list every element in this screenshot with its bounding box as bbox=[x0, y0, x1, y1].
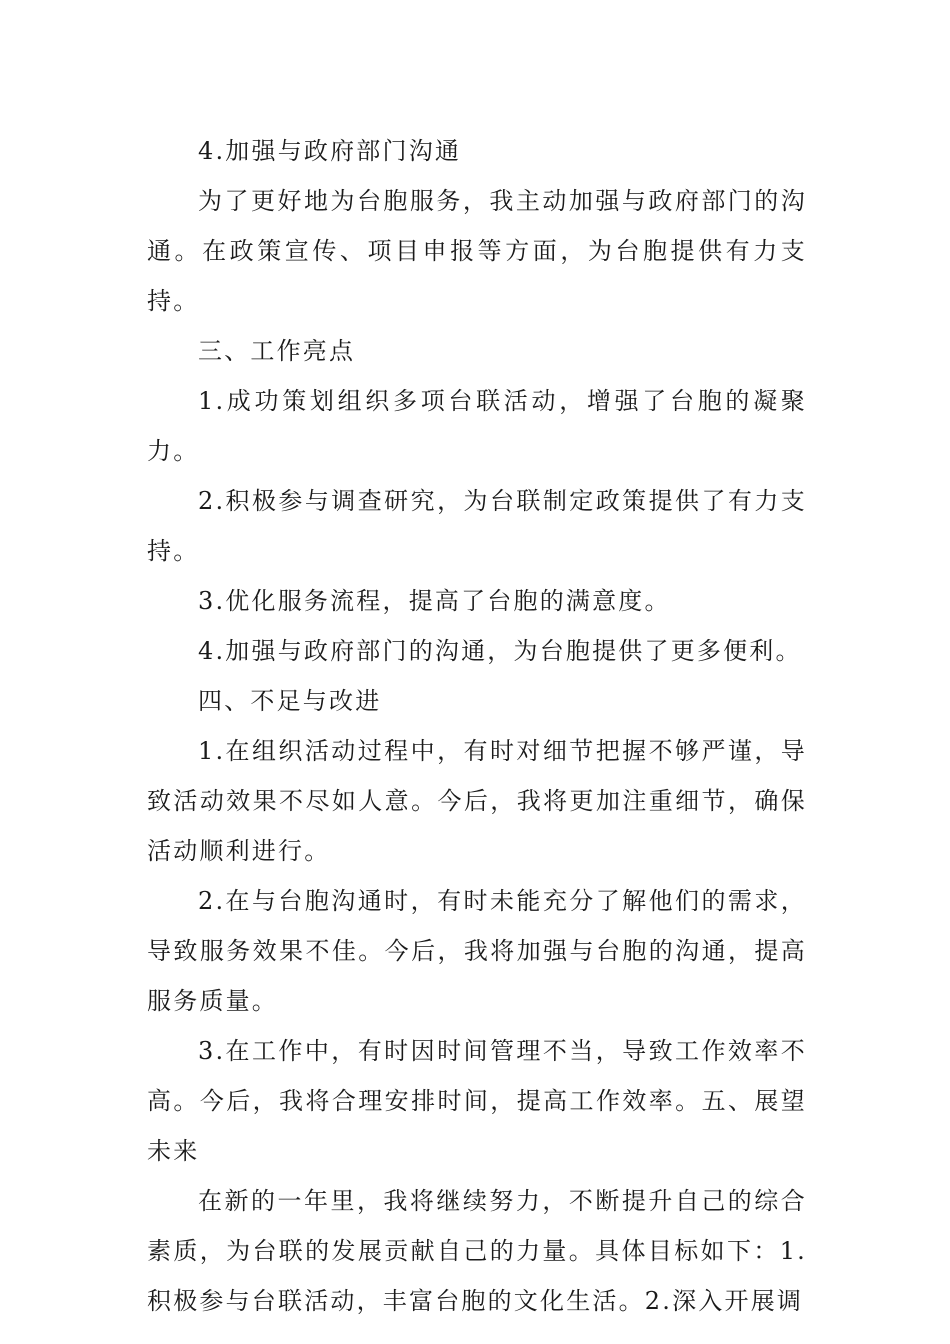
section-heading-highlights: 三、工作亮点 bbox=[198, 337, 356, 365]
list-item-highlight-4: 4.加强与政府部门的沟通，为台胞提供了更多便利。 bbox=[198, 637, 802, 665]
subheading-government-communication: 4.加强与政府部门沟通 bbox=[198, 137, 462, 165]
list-item-highlight-2: 2.积极参与调查研究，为台联制定政策提供了有力支持。 bbox=[147, 487, 807, 565]
list-item-highlight-1: 1.成功策划组织多项台联活动，增强了台胞的凝聚力。 bbox=[147, 387, 807, 465]
section-heading-shortcomings: 四、不足与改进 bbox=[198, 687, 382, 715]
list-item-highlight-3: 3.优化服务流程，提高了台胞的满意度。 bbox=[198, 587, 671, 615]
list-item-shortcoming-2: 2.在与台胞沟通时，有时未能充分了解他们的需求，导致服务效果不佳。今后，我将加强与台胞的沟通，提高服务质量。 bbox=[147, 887, 807, 1015]
paragraph-future-goals: 在新的一年里，我将继续努力，不断提升自己的综合素质，为台联的发展贡献自己的力量。具体目标如下：1.积极参与台联活动，丰富台胞的文化生活。2.深入开展调 bbox=[147, 1187, 807, 1315]
paragraph-government-communication: 为了更好地为台胞服务，我主动加强与政府部门的沟通。在政策宣传、项目申报等方面，为台胞提供有力支持。 bbox=[147, 187, 807, 315]
document-body bbox=[147, 126, 807, 1326]
list-item-shortcoming-3: 3.在工作中，有时因时间管理不当，导致工作效率不高。今后，我将合理安排时间，提高工作效率。五、展望未来 bbox=[147, 1037, 807, 1165]
list-item-shortcoming-1: 1.在组织活动过程中，有时对细节把握不够严谨，导致活动效果不尽如人意。今后，我将更加注重细节，确保活动顺利进行。 bbox=[147, 737, 807, 865]
